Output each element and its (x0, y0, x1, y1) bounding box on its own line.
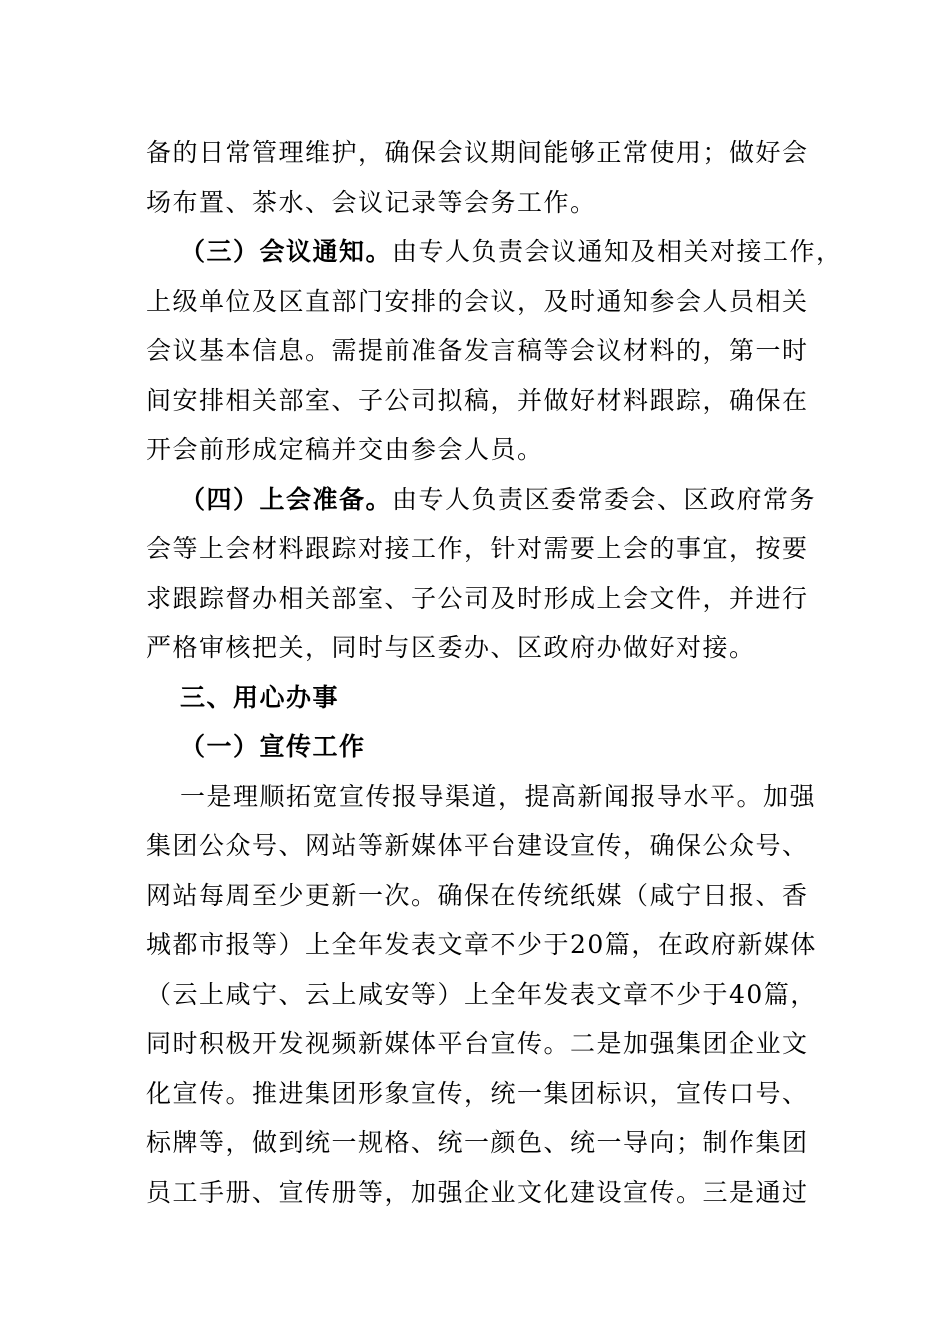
text-line (146, 821, 809, 871)
text-line (146, 425, 544, 475)
body-text: 严格审核把关，同时与区委办、区政府办做好对接。 (146, 633, 756, 662)
body-text: 标牌等，做到统一规格、统一颜色、统一导向；制作集团 (146, 1128, 809, 1157)
text-line (180, 772, 816, 822)
text-line (146, 326, 809, 376)
text-line (146, 277, 809, 327)
text-line (146, 524, 809, 574)
body-text: 同时积极开发视频新媒体平台宣传。二是加强集团企业文 (146, 1029, 809, 1058)
body-text: （云上咸宁、云上咸安等）上全年发表文章不少于40篇， (146, 979, 817, 1009)
body-text: 求跟踪督办相关部室、子公司及时形成上会文件，并进行 (146, 583, 809, 613)
heading-text: （三）会议通知。 (180, 237, 393, 266)
body-text: 城都市报等）上全年发表文章不少于20篇，在政府新媒体 (146, 930, 817, 959)
text-line (146, 1168, 809, 1218)
text-line (180, 722, 366, 772)
text-line (146, 178, 597, 228)
text-line (146, 970, 817, 1020)
body-text: 网站每周至少更新一次。确保在传统纸媒（咸宁日报、香 (146, 880, 809, 910)
body-text: 集团公众号、网站等新媒体平台建设宣传，确保公众号、 (146, 831, 809, 860)
heading-text: （四）上会准备。 (180, 484, 393, 514)
body-text: 备的日常管理维护，确保会议期间能够正常使用；做好会 (146, 138, 809, 167)
body-text: 由专人负责会议通知及相关对接工作， (392, 237, 843, 266)
body-text: 会等上会材料跟踪对接工作，针对需要上会的事宜，按要 (146, 534, 809, 563)
body-text: 会议基本信息。需提前准备发言稿等会议材料的，第一时 (146, 336, 809, 365)
text-line (146, 1118, 809, 1168)
text-line (180, 227, 843, 277)
body-text: 由专人负责区委常委会、区政府常务 (392, 484, 817, 514)
body-text: 一是理顺拓宽宣传报导渠道，提高新闻报导水平。加强 (180, 781, 817, 811)
text-line (146, 623, 756, 673)
heading-text: （一）宣传工作 (180, 732, 366, 761)
text-line (146, 1069, 809, 1119)
text-line (180, 673, 339, 723)
text-line (180, 475, 816, 525)
body-text: 场布置、茶水、会议记录等会务工作。 (146, 187, 597, 217)
body-text: 员工手册、宣传册等，加强企业文化建设宣传。三是通过 (146, 1177, 809, 1207)
body-text: 间安排相关部室、子公司拟稿，并做好材料跟踪，确保在 (146, 385, 809, 415)
heading-text: 三、用心办事 (180, 682, 340, 712)
text-line (146, 574, 809, 624)
text-line (146, 1019, 809, 1069)
body-text: 上级单位及区直部门安排的会议，及时通知参会人员相关 (146, 286, 809, 316)
text-line (146, 871, 809, 921)
body-text: 开会前形成定稿并交由参会人员。 (146, 435, 544, 464)
text-line (146, 128, 809, 178)
body-text: 化宣传。推进集团形象宣传，统一集团标识，宣传口号、 (146, 1078, 809, 1108)
text-line (146, 376, 809, 426)
text-line (146, 920, 817, 970)
